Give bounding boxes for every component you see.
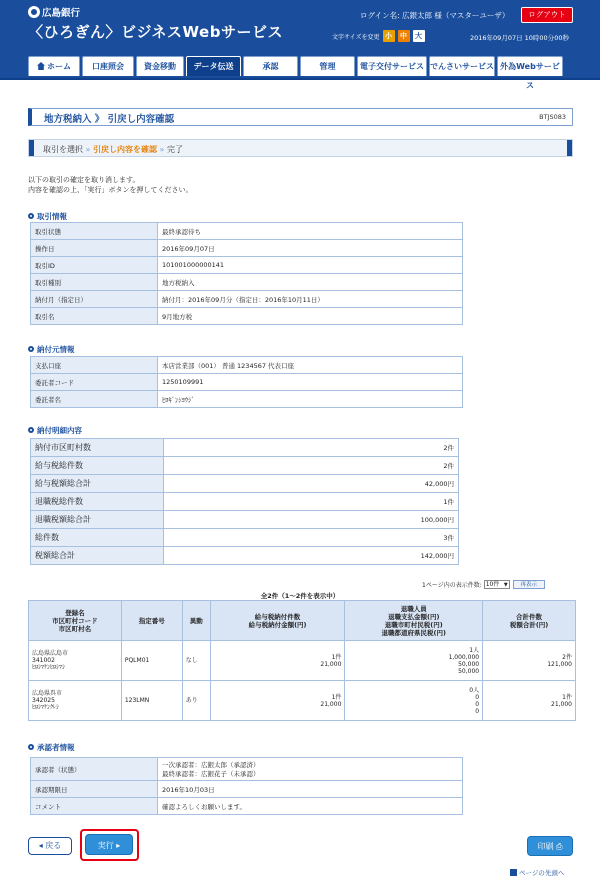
- steps-text: [43, 144, 183, 155]
- cell-change: あり: [182, 681, 210, 721]
- printer-icon: ⎙: [556, 842, 563, 851]
- header-line: 退職市町村民税(円): [384, 620, 443, 629]
- payment-summary-table: [30, 438, 459, 565]
- heading-text: 取引情報: [37, 212, 67, 221]
- table-row: [31, 357, 463, 374]
- cell-registration: [29, 681, 122, 721]
- table-row: [31, 374, 463, 391]
- col-header-designation: [121, 601, 182, 641]
- cell-line: 341002: [32, 657, 55, 664]
- tab-electronic-delivery[interactable]: 電子交付サービス: [357, 56, 427, 76]
- table-row: [31, 391, 463, 408]
- section-heading-approver: [28, 742, 75, 753]
- row-label: 退職税額総合計: [31, 511, 164, 529]
- table-row: [31, 547, 459, 565]
- header-line: 市区町村名: [58, 624, 92, 633]
- cell-salary-tax: [210, 641, 345, 681]
- header-line: 指定番号: [138, 616, 165, 625]
- cell-line: 2件: [562, 653, 572, 661]
- progress-steps: [28, 139, 573, 157]
- step-select: 取引を選択: [43, 145, 83, 154]
- page-title: 地方税納入 》 引戻し内容確認: [44, 114, 175, 125]
- row-label: 承認期限日: [31, 781, 158, 798]
- font-large-button[interactable]: 大: [413, 30, 425, 42]
- table-row: [29, 641, 576, 681]
- row-label: 取引種別: [31, 274, 158, 291]
- header: [0, 0, 600, 56]
- font-size-switcher: [332, 30, 425, 42]
- row-value: 101001000000141: [158, 257, 463, 274]
- page-top-link[interactable]: [510, 868, 564, 877]
- cell-total: [483, 681, 576, 721]
- row-label: コメント: [31, 798, 158, 815]
- header-line: 異動: [189, 616, 203, 625]
- table-row: [31, 439, 459, 457]
- row-value: 1250109991: [158, 374, 463, 391]
- tab-data-transmission[interactable]: データ伝送: [186, 56, 241, 76]
- tab-account-inquiry[interactable]: 口座照会: [82, 56, 134, 76]
- cell-line: 50,000: [458, 667, 480, 675]
- row-value: [158, 758, 463, 781]
- table-row: [31, 291, 463, 308]
- table-row: [31, 457, 459, 475]
- page-size-label: 1ページ内の表示件数:: [422, 582, 482, 589]
- table-row: [29, 681, 576, 721]
- section-heading-payment-summary: [28, 425, 82, 436]
- screen-id: BTJS083: [539, 113, 566, 121]
- instructions: [28, 175, 193, 195]
- table-row: [31, 511, 459, 529]
- font-medium-button[interactable]: 中: [398, 30, 410, 42]
- step-complete: 完了: [167, 145, 183, 154]
- cell-line: 1件: [331, 653, 342, 661]
- payer-info-table: [30, 356, 463, 408]
- nav-divider: [0, 78, 600, 80]
- row-value: ﾋﾛｷﾞﾝｼﾖｳｼﾞ: [158, 391, 463, 408]
- tab-management[interactable]: 管理: [300, 56, 355, 76]
- table-row: [31, 475, 459, 493]
- print-button[interactable]: [527, 836, 573, 856]
- row-value: 最終承認待ち: [158, 223, 463, 240]
- row-label: 委託者コード: [31, 374, 158, 391]
- chevron-right-icon: ▸: [116, 841, 121, 850]
- cell-line: 広島県広島市: [32, 650, 69, 657]
- header-line: 退職支払金額(円): [388, 612, 440, 621]
- tab-fund-transfer[interactable]: 資金移動: [136, 56, 184, 76]
- header-line: 税額合計(円): [509, 620, 549, 629]
- back-label: 戻る: [45, 841, 62, 850]
- row-label: 総件数: [31, 529, 164, 547]
- row-label: 納付月（指定日）: [31, 291, 158, 308]
- arrow-up-icon: [510, 869, 517, 876]
- chevron-left-icon: ◂: [38, 841, 43, 850]
- cell-line: 1件: [331, 693, 342, 701]
- cell-line: ﾋﾛｼﾏｹﾝｸﾚｼ: [32, 704, 60, 711]
- login-datetime: 2016年09月07日 10時00分00秒: [470, 34, 569, 42]
- cell-line: 121,000: [547, 660, 572, 668]
- row-value: 2件: [164, 439, 459, 457]
- row-value: 1件: [164, 493, 459, 511]
- header-line: 合計件数: [516, 612, 543, 621]
- bullet-icon: [28, 346, 34, 352]
- cell-retirement: [345, 681, 483, 721]
- table-row: [31, 274, 463, 291]
- col-header-registration: [29, 601, 122, 641]
- approver-line: 一次承認者：広銀太郎（承認済）: [162, 761, 260, 769]
- col-header-salary-tax: [210, 601, 345, 641]
- table-header-row: [29, 601, 576, 641]
- row-label: 納付市区町村数: [31, 439, 164, 457]
- bank-mark-icon: [28, 6, 40, 18]
- row-value: 9月地方税: [158, 308, 463, 325]
- table-row: [31, 758, 463, 781]
- step-separator: »: [159, 145, 165, 154]
- row-value: 本店営業部（001） 普通 1234567 代表口座: [158, 357, 463, 374]
- row-value: 3件: [164, 529, 459, 547]
- table-row: [31, 308, 463, 325]
- cell-salary-tax: [210, 681, 345, 721]
- transaction-info-table: [30, 222, 463, 325]
- row-label: 操作日: [31, 240, 158, 257]
- cell-line: 0: [475, 693, 480, 701]
- global-nav: [0, 56, 600, 90]
- cell-line: 21,000: [320, 660, 342, 668]
- bank-name: 広島銀行: [42, 8, 81, 19]
- heading-text: 納付元情報: [37, 345, 75, 354]
- cell-line: 21,000: [320, 700, 342, 708]
- row-label: 委託者名: [31, 391, 158, 408]
- heading-text: 納付明細内容: [37, 426, 82, 435]
- cell-line: 0: [475, 700, 480, 708]
- tab-home[interactable]: [28, 56, 80, 76]
- print-label: 印刷: [537, 842, 554, 851]
- row-value: 42,000円: [164, 475, 459, 493]
- row-label: 承認者（状態）: [31, 758, 158, 781]
- row-value: 100,000円: [164, 511, 459, 529]
- row-value: 2016年10月03日: [158, 781, 463, 798]
- section-heading-transaction: [28, 211, 67, 222]
- steps-left-arrow-icon: [29, 140, 34, 156]
- row-label: 税額総合計: [31, 547, 164, 565]
- heading-text: 承認者情報: [37, 743, 75, 752]
- row-label: 支払口座: [31, 357, 158, 374]
- page-size-control: [422, 580, 545, 589]
- header-line: 登録名: [65, 608, 85, 617]
- instruction-line: 以下の取引の確定を取り消します。: [28, 176, 140, 184]
- step-confirm-current: 引戻し内容を確認: [93, 145, 157, 154]
- col-header-retirement: [345, 601, 483, 641]
- execute-button[interactable]: [85, 834, 133, 855]
- logout-button[interactable]: ログアウト: [521, 7, 573, 23]
- table-row: [31, 240, 463, 257]
- bullet-icon: [28, 427, 34, 433]
- approver-line: 最終承認者：広銀花子（未承認）: [162, 770, 260, 778]
- execute-label: 実行: [97, 841, 114, 850]
- table-row: [31, 223, 463, 240]
- font-small-button[interactable]: 小: [383, 30, 395, 42]
- col-header-change: [182, 601, 210, 641]
- row-value: 確認よろしくお願いします。: [158, 798, 463, 815]
- cell-registration: [29, 641, 122, 681]
- cell-line: 21,000: [551, 700, 572, 708]
- row-value: 地方税納入: [158, 274, 463, 291]
- header-line: 市区町村コード: [52, 616, 98, 625]
- steps-right-arrow-icon: [567, 140, 572, 156]
- login-info: ログイン名: 広銀太郎 様（マスターユーザ）: [360, 11, 510, 20]
- instruction-line: 内容を確認の上、「実行」ボタンを押してください。: [28, 186, 193, 194]
- table-row: [31, 798, 463, 815]
- service-name: 〈ひろぎん〉ビジネスWebサービス: [28, 23, 283, 41]
- cell-line: 0人: [469, 686, 480, 694]
- page-top-label: ページの先頭へ: [519, 869, 565, 877]
- row-label: 給与税総件数: [31, 457, 164, 475]
- bank-logo[interactable]: [28, 5, 283, 42]
- row-label: 取引ID: [31, 257, 158, 274]
- header-line: 給与税納付金額(円): [248, 620, 307, 629]
- cell-line: 0: [475, 707, 480, 715]
- row-label: 取引状態: [31, 223, 158, 240]
- table-row: [31, 493, 459, 511]
- row-value: 2件: [164, 457, 459, 475]
- section-heading-payer: [28, 344, 75, 355]
- home-icon: [37, 62, 45, 70]
- tab-forex[interactable]: 外為Webサービス: [497, 56, 563, 76]
- back-button[interactable]: [28, 837, 72, 855]
- table-row: [31, 257, 463, 274]
- approver-info-table: [30, 757, 463, 815]
- result-count: 全2件（1～2件を表示中）: [260, 592, 340, 600]
- cell-line: 1件: [562, 693, 572, 701]
- cell-retirement: [345, 641, 483, 681]
- step-separator: »: [85, 145, 91, 154]
- cell-line: 広島県呉市: [32, 690, 63, 697]
- header-line: 退職人員: [400, 604, 427, 613]
- row-label: 給与税額総合計: [31, 475, 164, 493]
- row-value: 2016年09月07日: [158, 240, 463, 257]
- cell-line: 1人: [469, 646, 480, 654]
- header-line: 給与税納付件数: [254, 612, 301, 621]
- bullet-icon: [28, 744, 34, 750]
- row-value: 142,000円: [164, 547, 459, 565]
- cell-designation: 123LMN: [121, 681, 182, 721]
- tab-label: ホーム: [47, 62, 71, 71]
- bullet-icon: [28, 213, 34, 219]
- table-row: [31, 781, 463, 798]
- cell-line: 1,000,000: [448, 653, 480, 661]
- row-label: 退職税総件数: [31, 493, 164, 511]
- redisplay-button[interactable]: 再表示: [513, 580, 545, 589]
- cell-total: [483, 641, 576, 681]
- col-header-total: [483, 601, 576, 641]
- header-line: 退職都道府県民税(円): [381, 628, 446, 637]
- row-value: 納付月：2016年09月分（指定日：2016年10月11日）: [158, 291, 463, 308]
- cell-line: ﾋﾛｼﾏｹﾝﾋﾛｼﾏｼ: [32, 664, 66, 671]
- table-row: [31, 529, 459, 547]
- page-title-bar: [28, 108, 573, 126]
- tab-approval[interactable]: 承認: [243, 56, 298, 76]
- cell-change: なし: [182, 641, 210, 681]
- font-size-label: 文字サイズを変更: [332, 33, 380, 41]
- row-label: 取引名: [31, 308, 158, 325]
- tab-densai[interactable]: でんさいサービス: [429, 56, 495, 76]
- cell-line: 50,000: [458, 660, 480, 668]
- cell-line: 342025: [32, 697, 55, 704]
- page-size-select[interactable]: 10件 ▼: [484, 580, 510, 589]
- payment-detail-table: [28, 600, 576, 721]
- cell-designation: PQLM01: [121, 641, 182, 681]
